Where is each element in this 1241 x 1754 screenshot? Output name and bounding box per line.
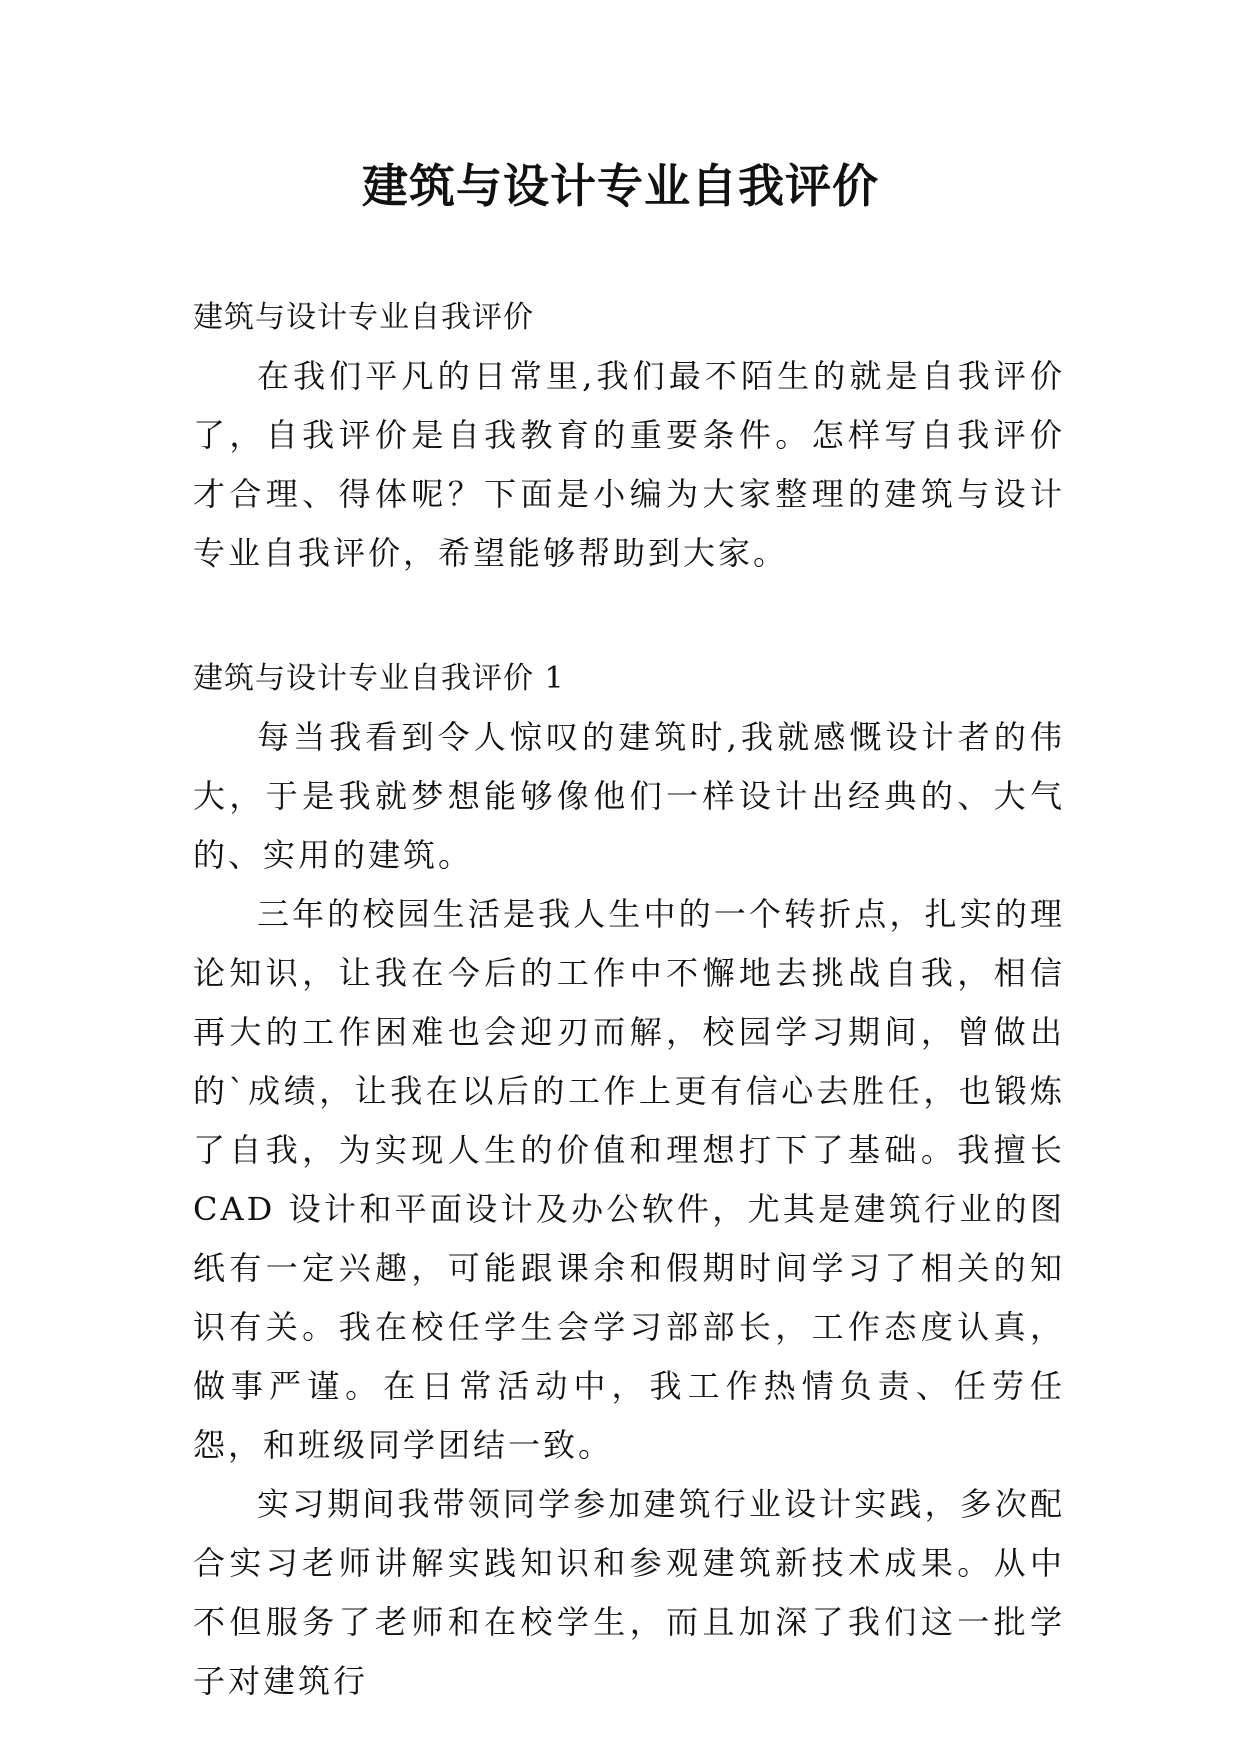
section1-paragraph-2: 三年的校园生活是我人生中的一个转折点，扎实的理论知识，让我在今后的工作中不懈地去挑战自我，相信再大的工作困难也会迎刃而解，校园学习期间，曾做出的`成绩，让我在以后的工作上更有信心去胜任，也锻炼了自我，为实现人生的价值和理想打下了基础。我擅长 CAD 设计和平面设计及办公软件，尤其是建筑行业的图纸有一定兴趣，可能跟课余和假期时间学习了相关的知识有关。我在校任学生会学习部部长，工作态度认真，做事严谨。在日常活动中，我工作热情负责、任劳任怨，和班级同学团结一致。: [193, 895, 1065, 1464]
section1-paragraph-1: 每当我看到令人惊叹的建筑时,我就感慨设计者的伟大，于是我就梦想能够像他们一样设计出经典的、大气的、实用的建筑。: [193, 718, 1065, 874]
document-body: [193, 288, 1065, 1711]
document-title: 建筑与设计专业自我评价: [362, 159, 879, 213]
intro-heading: 建筑与设计专业自我评价: [193, 300, 534, 335]
intro-paragraph: 在我们平凡的日常里,我们最不陌生的就是自我评价了，自我评价是自我教育的重要条件。怎样写自我评价才合理、得体呢？下面是小编为大家整理的建筑与设计专业自我评价，希望能够帮助到大家。: [193, 357, 1065, 572]
section1-paragraph-3: 实习期间我带领同学参加建筑行业设计实践，多次配合实习老师讲解实践知识和参观建筑新技术成果。从中不但服务了老师和在校学生，而且加深了我们这一批学子对建筑行: [193, 1485, 1065, 1700]
section1-heading: 建筑与设计专业自我评价 1: [193, 661, 565, 696]
section-gap: [193, 583, 1065, 649]
